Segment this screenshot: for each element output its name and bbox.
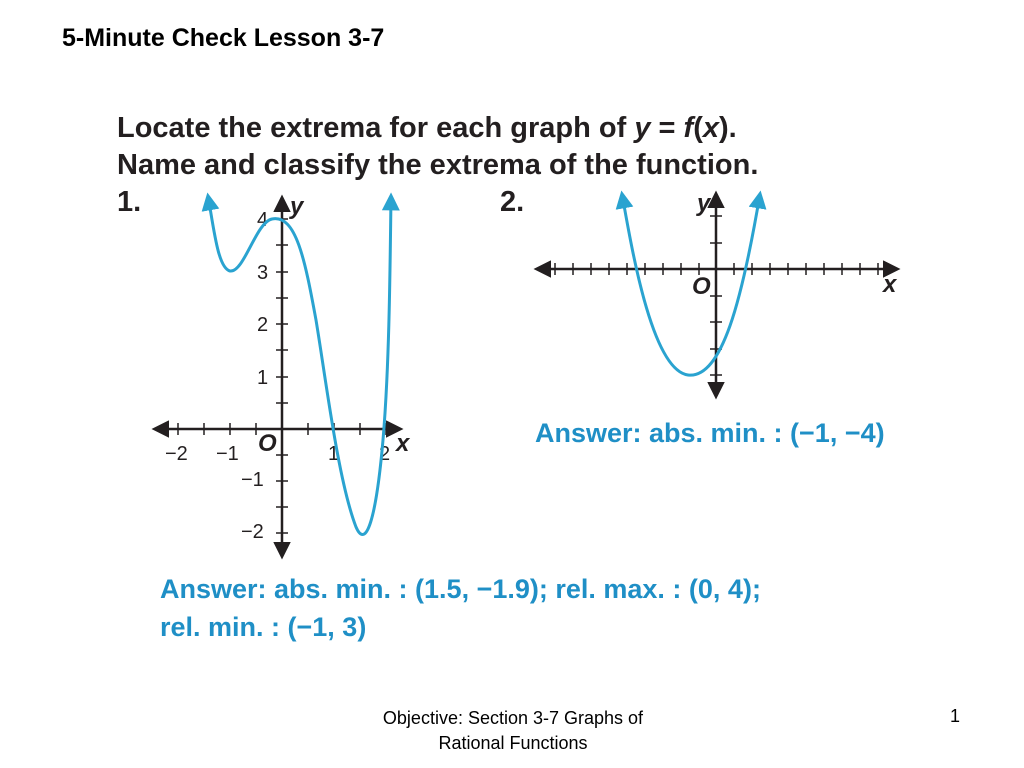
- graph-1-x-tick-label: 1: [328, 443, 340, 465]
- problem-1-number: 1.: [117, 186, 142, 218]
- graph-2-x-axis-label: x: [883, 271, 897, 298]
- graph-1-y-axis-label: y: [290, 193, 304, 220]
- graph-1-x-axis-label: x: [396, 430, 410, 457]
- slide-title: 5-Minute Check Lesson 3-7: [62, 24, 385, 52]
- prompt-end: ).: [719, 112, 737, 144]
- footer-objective: [340, 706, 686, 756]
- graph-1-y-tick-label: 2: [257, 314, 269, 336]
- graph-1-origin-label: O: [258, 430, 277, 457]
- graph-2-curve: [622, 194, 760, 375]
- answer-2: Answer: abs. min. : (−1, −4): [535, 418, 885, 448]
- graph-1-y-tick-label: 1: [257, 367, 269, 389]
- answer-1-line-2: rel. min. : (−1, 3): [160, 612, 367, 642]
- prompt-y: y: [634, 112, 651, 144]
- page-number: 1: [950, 706, 961, 726]
- graph-1-y-tick-label: 4: [257, 209, 269, 231]
- graph-1-x-tick-label: −2: [165, 443, 188, 465]
- prompt-text: Locate the extrema for each graph of: [117, 112, 635, 144]
- graph-2-y-axis-label: y: [697, 190, 711, 217]
- graph-1-y-tick-label: −2: [241, 521, 264, 543]
- graph-1-x-tick-label: 2: [379, 443, 391, 465]
- graph-1-x-tick-label: −1: [216, 443, 239, 465]
- prompt-line-2: Name and classify the extrema of the function.: [117, 149, 759, 181]
- footer-line-2: Rational Functions: [438, 733, 588, 753]
- graph-1-y-tick-label: −1: [241, 469, 264, 491]
- footer-line-1: Objective: Section 3-7 Graphs of: [382, 708, 644, 728]
- graph-1-y-tick-label: 3: [257, 262, 269, 284]
- answer-1-line-1: Answer: abs. min. : (1.5, −1.9); rel. max. : (0, 4);: [160, 574, 761, 604]
- problem-2-number: 2.: [500, 186, 525, 218]
- prompt-x: x: [702, 112, 719, 144]
- prompt-paren: (: [693, 112, 703, 144]
- graph-2-origin-label: O: [692, 273, 711, 300]
- prompt-equals: =: [650, 112, 684, 144]
- prompt-f: f: [683, 112, 694, 144]
- answer-1: [160, 570, 761, 646]
